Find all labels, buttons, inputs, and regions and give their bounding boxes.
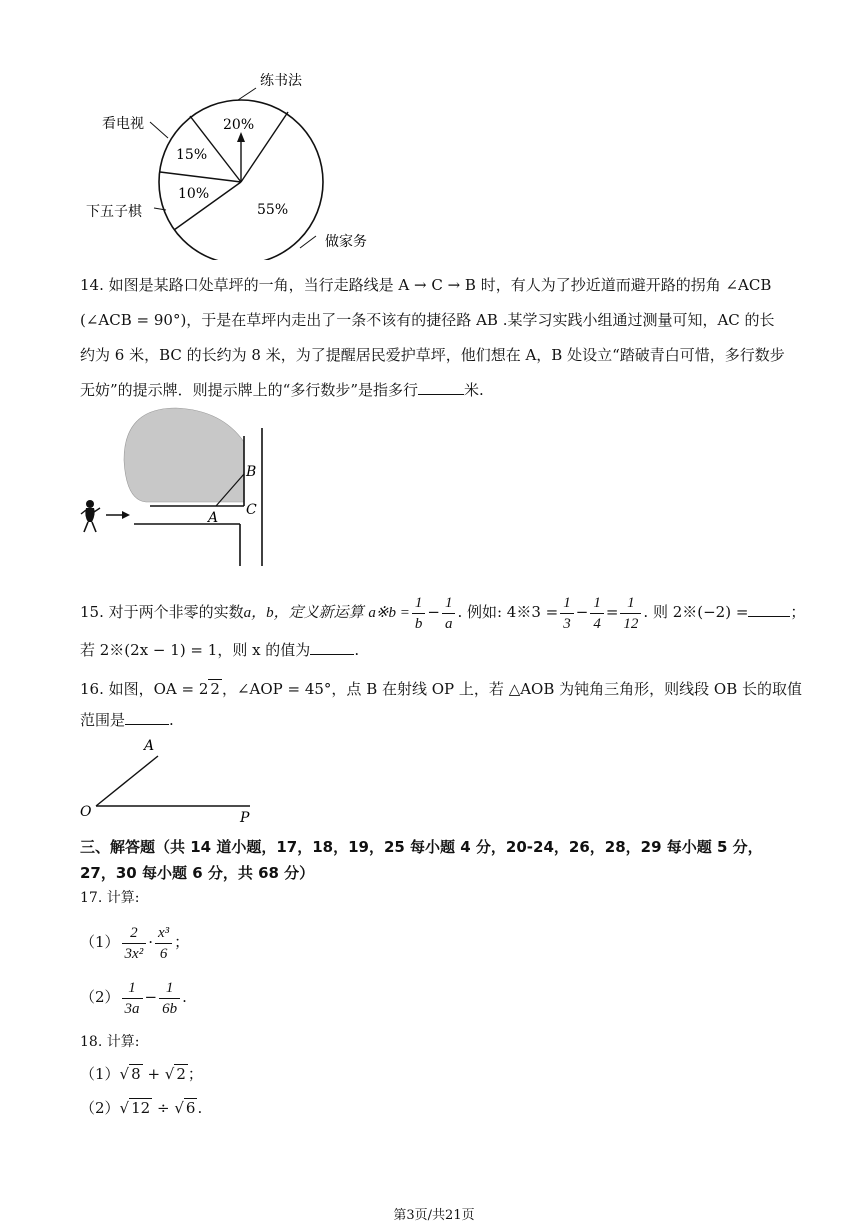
q18-title: 18. 计算: — [80, 1034, 140, 1050]
ray-OA — [96, 756, 158, 806]
label-P: P — [240, 810, 250, 826]
pie-label-tv: 看电视 — [102, 116, 144, 132]
q14-line4-text: 无妨”的提示牌．则提示牌上的“多行数步”是指多行 — [80, 381, 419, 399]
q18-part2: （2）√ 12 ÷ √ 6 . — [80, 1099, 203, 1117]
q18-part1: （1）√ 8 + √ 2 ； — [80, 1065, 203, 1083]
pie-pct-10: 10% — [178, 186, 210, 202]
label-A: A — [144, 738, 155, 754]
section3-heading-line2: 27，30 每小题 6 分，共 68 分） — [80, 864, 315, 882]
label-B: B — [246, 464, 257, 480]
label-A: A — [208, 510, 219, 526]
q14-line4-end: 米. — [464, 381, 484, 399]
q14-line4 — [80, 378, 484, 402]
q16-line2: 范围是 . — [80, 711, 174, 729]
label-O: O — [80, 804, 92, 820]
walker-icon — [81, 500, 100, 532]
q15-line2: 若 2※(2x − 1) = 1，则 x 的值为 . — [80, 641, 360, 659]
label-C: C — [246, 502, 257, 518]
q16-line1: 16. 如图，OA = 2 2 ，∠AOP = 45°，点 B 在射线 OP 上，若 △AOB 为钝角三角形，则线段 OB 长的取值 — [80, 680, 803, 698]
pie-label-housework: 做家务 — [325, 234, 367, 250]
q17-part1: （1） $\frac{2}{\text{3x²}}$ · $\frac{\text{x³}}{6}$ ； — [80, 924, 190, 962]
q14-figure — [74, 400, 284, 572]
q15-line1: 15. 对于两个非零的实数a，b，定义新运算 a※b = $\frac{1}{b}$ − $\frac{1}{a}$ . 例如: 4※3 = $\frac{1}{3}$ − $\frac{1}{4}$ = $\frac{1}{12}$ . 则 2※(−2) = ； — [80, 594, 806, 632]
pie-pct-55: 55% — [257, 202, 289, 218]
q14-line1: 14. 如图是某路口处草坪的一角，当行走路线是 A → C → B 时，有人为了抄近道而避开路的拐角 ∠ACB — [80, 276, 772, 294]
q15-answer-blank-1[interactable] — [748, 616, 790, 617]
q16-answer-blank[interactable] — [125, 724, 169, 725]
lawn-shape — [124, 408, 244, 502]
page-footer: 第3页/共21页 — [393, 1208, 475, 1223]
pie-label-calligraphy: 练书法 — [260, 73, 302, 89]
q17-title: 17. 计算: — [80, 890, 140, 906]
pie-pct-15: 15% — [176, 147, 208, 163]
q14-line3: 约为 6 米，BC 的长约为 8 米，为了提醒居民爱护草坪，他们想在 A，B 处设立“踏破青白可惜，多行数步 — [80, 346, 785, 364]
pie-figure — [70, 60, 390, 260]
q17-part2: （2） $\frac{1}{3a}$ − $\frac{1}{6b}$ . — [80, 979, 187, 1017]
pie-label-gomoku: 下五子棋 — [86, 204, 142, 220]
arrow-head-icon — [237, 132, 245, 142]
q14-line2: (∠ACB = 90°)，于是在草坪内走出了一条不该有的捷径路 AB .某学习实践小组通过测量可知，AC 的长 — [80, 311, 775, 329]
q14-answer-blank[interactable] — [418, 394, 464, 395]
pie-divider-left — [160, 172, 241, 182]
q15-answer-blank-2[interactable] — [310, 654, 354, 655]
section3-heading-line1: 三、解答题（共 14 道小题，17，18，19，25 每小题 4 分，20-24，26，28，29 每小题 5 分， — [80, 838, 763, 856]
pie-pct-20: 20% — [223, 117, 255, 133]
q16-figure — [74, 736, 274, 828]
